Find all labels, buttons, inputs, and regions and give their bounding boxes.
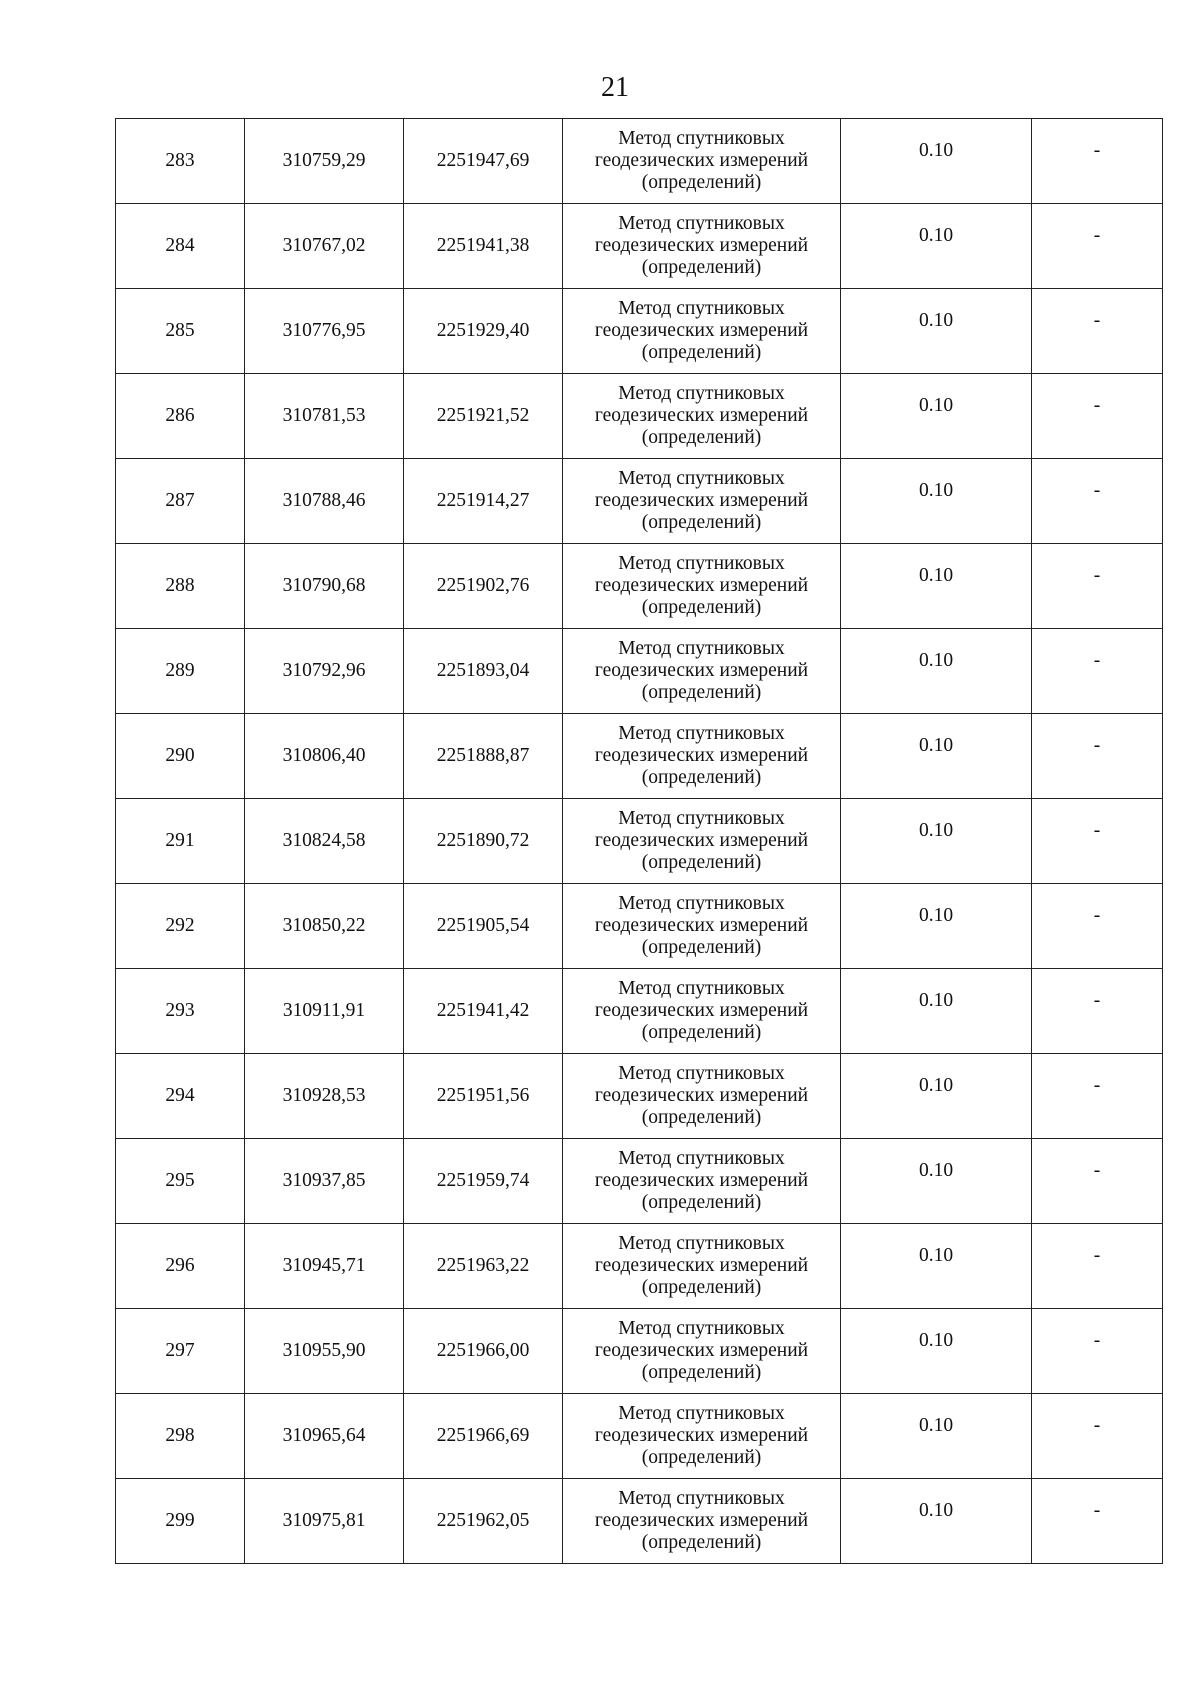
method-cell <box>563 1054 841 1139</box>
point-number-cell: 290 <box>116 714 245 799</box>
accuracy-cell <box>841 629 1032 714</box>
method-line: (определений) <box>641 767 762 788</box>
method-line: геодезических измерений <box>594 575 809 596</box>
method-cell <box>563 289 841 374</box>
method-line: геодезических измерений <box>594 745 809 766</box>
table-row <box>116 714 1163 799</box>
method-line: геодезических измерений <box>594 1255 809 1276</box>
description-cell <box>1032 459 1163 544</box>
method-line: Метод спутниковых <box>618 1148 785 1169</box>
method-line: (определений) <box>641 1532 762 1553</box>
point-number-cell: 298 <box>116 1394 245 1479</box>
accuracy-cell <box>841 1479 1032 1564</box>
accuracy-cell <box>841 884 1032 969</box>
description-value: - <box>1093 1245 1101 1266</box>
accuracy-value: 0.10 <box>918 395 954 416</box>
description-value: - <box>1093 990 1101 1011</box>
point-number-cell: 299 <box>116 1479 245 1564</box>
method-cell <box>563 1479 841 1564</box>
table-row <box>116 289 1163 374</box>
method-line: (определений) <box>641 1192 762 1213</box>
method-line: геодезических измерений <box>594 490 809 511</box>
description-cell <box>1032 289 1163 374</box>
accuracy-cell <box>841 714 1032 799</box>
accuracy-value: 0.10 <box>918 225 954 246</box>
method-cell <box>563 714 841 799</box>
method-line: (определений) <box>641 342 762 363</box>
accuracy-cell <box>841 1394 1032 1479</box>
accuracy-value: 0.10 <box>918 820 954 841</box>
accuracy-cell <box>841 289 1032 374</box>
point-number-cell: 285 <box>116 289 245 374</box>
accuracy-value: 0.10 <box>918 310 954 331</box>
table-row <box>116 1139 1163 1224</box>
y-coordinate-cell: 2251921,52 <box>404 374 563 459</box>
point-number-cell: 295 <box>116 1139 245 1224</box>
method-line: (определений) <box>641 1022 762 1043</box>
method-line: Метод спутниковых <box>618 1233 785 1254</box>
method-line: геодезических измерений <box>594 660 809 681</box>
method-cell <box>563 459 841 544</box>
accuracy-cell <box>841 1139 1032 1224</box>
accuracy-value: 0.10 <box>918 1500 954 1521</box>
x-coordinate-cell: 310937,85 <box>245 1139 404 1224</box>
coordinates-table-body <box>116 119 1163 1564</box>
accuracy-value: 0.10 <box>918 1160 954 1181</box>
description-value: - <box>1093 310 1101 331</box>
method-line: (определений) <box>641 937 762 958</box>
method-cell <box>563 1394 841 1479</box>
x-coordinate-cell: 310788,46 <box>245 459 404 544</box>
point-number-cell: 297 <box>116 1309 245 1394</box>
method-line: Метод спутниковых <box>618 383 785 404</box>
coordinates-table <box>115 118 1163 1564</box>
x-coordinate-cell: 310955,90 <box>245 1309 404 1394</box>
method-line: Метод спутниковых <box>618 298 785 319</box>
accuracy-value: 0.10 <box>918 650 954 671</box>
accuracy-value: 0.10 <box>918 1330 954 1351</box>
y-coordinate-cell: 2251962,05 <box>404 1479 563 1564</box>
point-number-cell: 296 <box>116 1224 245 1309</box>
x-coordinate-cell: 310781,53 <box>245 374 404 459</box>
method-line: (определений) <box>641 257 762 278</box>
method-line: геодезических измерений <box>594 915 809 936</box>
description-value: - <box>1093 480 1101 501</box>
accuracy-value: 0.10 <box>918 990 954 1011</box>
accuracy-cell <box>841 1224 1032 1309</box>
y-coordinate-cell: 2251963,22 <box>404 1224 563 1309</box>
point-number-cell: 288 <box>116 544 245 629</box>
method-line: Метод спутниковых <box>618 213 785 234</box>
method-line: (определений) <box>641 682 762 703</box>
method-line: (определений) <box>641 852 762 873</box>
description-cell <box>1032 544 1163 629</box>
table-row <box>116 374 1163 459</box>
y-coordinate-cell: 2251905,54 <box>404 884 563 969</box>
table-row <box>116 629 1163 714</box>
y-coordinate-cell: 2251914,27 <box>404 459 563 544</box>
method-line: Метод спутниковых <box>618 978 785 999</box>
table-row <box>116 969 1163 1054</box>
accuracy-cell <box>841 374 1032 459</box>
method-cell <box>563 204 841 289</box>
table-row <box>116 204 1163 289</box>
method-line: геодезических измерений <box>594 150 809 171</box>
method-line: геодезических измерений <box>594 1340 809 1361</box>
x-coordinate-cell: 310790,68 <box>245 544 404 629</box>
method-cell <box>563 119 841 204</box>
method-line: (определений) <box>641 1107 762 1128</box>
method-cell <box>563 969 841 1054</box>
description-value: - <box>1093 1330 1101 1351</box>
accuracy-cell <box>841 799 1032 884</box>
description-value: - <box>1093 225 1101 246</box>
method-cell <box>563 374 841 459</box>
method-line: Метод спутниковых <box>618 723 785 744</box>
y-coordinate-cell: 2251893,04 <box>404 629 563 714</box>
y-coordinate-cell: 2251929,40 <box>404 289 563 374</box>
point-number-cell: 294 <box>116 1054 245 1139</box>
method-line: Метод спутниковых <box>618 1318 785 1339</box>
point-number-cell: 283 <box>116 119 245 204</box>
description-value: - <box>1093 735 1101 756</box>
point-number-cell: 286 <box>116 374 245 459</box>
description-value: - <box>1093 1415 1101 1436</box>
x-coordinate-cell: 310911,91 <box>245 969 404 1054</box>
accuracy-value: 0.10 <box>918 140 954 161</box>
y-coordinate-cell: 2251902,76 <box>404 544 563 629</box>
accuracy-cell <box>841 969 1032 1054</box>
y-coordinate-cell: 2251959,74 <box>404 1139 563 1224</box>
table-row <box>116 119 1163 204</box>
description-cell <box>1032 1309 1163 1394</box>
x-coordinate-cell: 310824,58 <box>245 799 404 884</box>
method-line: геодезических измерений <box>594 1425 809 1446</box>
method-line: Метод спутниковых <box>618 1488 785 1509</box>
method-line: геодезических измерений <box>594 405 809 426</box>
description-value: - <box>1093 820 1101 841</box>
method-cell <box>563 1139 841 1224</box>
x-coordinate-cell: 310792,96 <box>245 629 404 714</box>
method-line: геодезических измерений <box>594 830 809 851</box>
table-row <box>116 799 1163 884</box>
table-row <box>116 1224 1163 1309</box>
table-row <box>116 1309 1163 1394</box>
method-cell <box>563 1224 841 1309</box>
method-line: геодезических измерений <box>594 320 809 341</box>
accuracy-value: 0.10 <box>918 565 954 586</box>
method-line: геодезических измерений <box>594 1510 809 1531</box>
method-line: Метод спутниковых <box>618 468 785 489</box>
method-cell <box>563 799 841 884</box>
description-cell <box>1032 799 1163 884</box>
description-value: - <box>1093 1160 1101 1181</box>
description-cell <box>1032 1054 1163 1139</box>
x-coordinate-cell: 310975,81 <box>245 1479 404 1564</box>
description-value: - <box>1093 565 1101 586</box>
description-cell <box>1032 1394 1163 1479</box>
y-coordinate-cell: 2251951,56 <box>404 1054 563 1139</box>
table-row <box>116 1394 1163 1479</box>
description-cell <box>1032 1224 1163 1309</box>
accuracy-cell <box>841 119 1032 204</box>
method-line: (определений) <box>641 1447 762 1468</box>
description-value: - <box>1093 395 1101 416</box>
x-coordinate-cell: 310965,64 <box>245 1394 404 1479</box>
description-cell <box>1032 374 1163 459</box>
description-cell <box>1032 714 1163 799</box>
method-line: Метод спутниковых <box>618 638 785 659</box>
method-line: геодезических измерений <box>594 1000 809 1021</box>
method-cell <box>563 629 841 714</box>
method-line: (определений) <box>641 427 762 448</box>
accuracy-value: 0.10 <box>918 480 954 501</box>
description-value: - <box>1093 1075 1101 1096</box>
accuracy-cell <box>841 459 1032 544</box>
description-cell <box>1032 629 1163 714</box>
point-number-cell: 292 <box>116 884 245 969</box>
method-cell <box>563 544 841 629</box>
accuracy-cell <box>841 544 1032 629</box>
accuracy-value: 0.10 <box>918 735 954 756</box>
method-line: (определений) <box>641 1277 762 1298</box>
point-number-cell: 291 <box>116 799 245 884</box>
method-line: (определений) <box>641 512 762 533</box>
description-cell <box>1032 204 1163 289</box>
accuracy-cell <box>841 1309 1032 1394</box>
method-line: Метод спутниковых <box>618 893 785 914</box>
x-coordinate-cell: 310806,40 <box>245 714 404 799</box>
x-coordinate-cell: 310928,53 <box>245 1054 404 1139</box>
description-cell <box>1032 1479 1163 1564</box>
x-coordinate-cell: 310850,22 <box>245 884 404 969</box>
method-line: геодезических измерений <box>594 1085 809 1106</box>
point-number-cell: 287 <box>116 459 245 544</box>
method-cell <box>563 884 841 969</box>
accuracy-value: 0.10 <box>918 1415 954 1436</box>
table-row <box>116 1479 1163 1564</box>
y-coordinate-cell: 2251941,38 <box>404 204 563 289</box>
method-line: Метод спутниковых <box>618 553 785 574</box>
description-value: - <box>1093 650 1101 671</box>
description-value: - <box>1093 140 1101 161</box>
y-coordinate-cell: 2251966,00 <box>404 1309 563 1394</box>
y-coordinate-cell: 2251888,87 <box>404 714 563 799</box>
method-line: Метод спутниковых <box>618 808 785 829</box>
point-number-cell: 293 <box>116 969 245 1054</box>
table-row <box>116 459 1163 544</box>
method-line: (определений) <box>641 1362 762 1383</box>
point-number-cell: 284 <box>116 204 245 289</box>
y-coordinate-cell: 2251890,72 <box>404 799 563 884</box>
x-coordinate-cell: 310945,71 <box>245 1224 404 1309</box>
description-value: - <box>1093 905 1101 926</box>
method-line: (определений) <box>641 597 762 618</box>
description-cell <box>1032 119 1163 204</box>
description-value: - <box>1093 1500 1101 1521</box>
x-coordinate-cell: 310767,02 <box>245 204 404 289</box>
x-coordinate-cell: 310776,95 <box>245 289 404 374</box>
accuracy-value: 0.10 <box>918 1075 954 1096</box>
x-coordinate-cell: 310759,29 <box>245 119 404 204</box>
page-number: 21 <box>601 72 629 103</box>
accuracy-cell <box>841 204 1032 289</box>
method-line: Метод спутниковых <box>618 1403 785 1424</box>
table-row <box>116 544 1163 629</box>
accuracy-value: 0.10 <box>918 905 954 926</box>
description-cell <box>1032 969 1163 1054</box>
method-line: Метод спутниковых <box>618 1063 785 1084</box>
method-line: геодезических измерений <box>594 1170 809 1191</box>
method-line: (определений) <box>641 172 762 193</box>
accuracy-cell <box>841 1054 1032 1139</box>
table-row <box>116 884 1163 969</box>
y-coordinate-cell: 2251966,69 <box>404 1394 563 1479</box>
description-cell <box>1032 884 1163 969</box>
description-cell <box>1032 1139 1163 1224</box>
method-line: геодезических измерений <box>594 235 809 256</box>
y-coordinate-cell: 2251947,69 <box>404 119 563 204</box>
method-cell <box>563 1309 841 1394</box>
accuracy-value: 0.10 <box>918 1245 954 1266</box>
point-number-cell: 289 <box>116 629 245 714</box>
y-coordinate-cell: 2251941,42 <box>404 969 563 1054</box>
table-row <box>116 1054 1163 1139</box>
method-line: Метод спутниковых <box>618 128 785 149</box>
